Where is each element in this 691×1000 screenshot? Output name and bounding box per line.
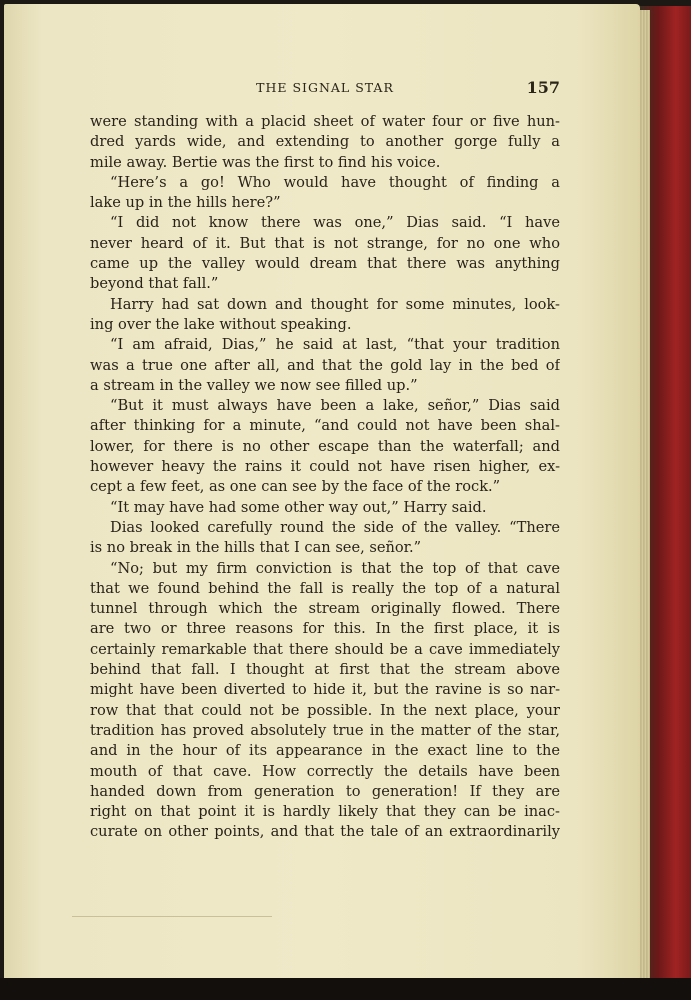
text-line: cept a few feet, as one can see by the face of the rock.” [90,478,501,496]
page-bottom-rule [72,916,272,917]
text-line: mile away. Bertie was the first to find his voice. [90,153,441,171]
body-text [90,112,560,843]
text-line: were standing with a placid sheet of water four or five hun- [90,113,560,130]
text-line: row that that could not be possible. In the next place, your [90,701,560,719]
text-line: handed down from generation to generation! If they are [90,782,560,800]
text-line: Dias looked carefully round the side of the valley. “There [110,518,560,536]
text-line: tradition has proved absolutely true in the matter of the star, [90,721,560,739]
text-line: and in the hour of its appearance in the exact line to the [90,742,560,760]
page-number: 157 [526,78,560,97]
text-line: tunnel through which the stream originally flowed. There [90,600,560,618]
text-line: never heard of it. But that is not strange, for no one who [90,234,560,252]
text-line: “But it must always have been a lake, señor,” Dias said [110,397,560,415]
text-line: curate on other points, and that the tale of an extraordinarily [90,823,560,841]
text-line: lower, for there is no other escape than the waterfall; and [90,437,560,455]
text-line: “Here’s a go! Who would have thought of finding a [110,173,560,191]
text-line: is no break in the hills that I can see, señor.” [90,539,422,557]
text-line: came up the valley would dream that there was anything [90,255,560,273]
bottom-shadow [0,978,691,1000]
text-line: right on that point it is hardly likely that they can be inac- [90,803,560,821]
text-line: that we found behind the fall is really the top of a natural [90,579,560,597]
text-line: “No; but my firm conviction is that the top of that cave [110,559,560,577]
text-line: are two or three reasons for this. In the first place, it is [90,620,560,638]
text-line: ing over the lake without speaking. [90,315,352,333]
text-line: mouth of that cave. How correctly the details have been [90,762,560,780]
text-line: beyond that fall.” [90,275,219,293]
text-line: dred yards wide, and extending to another gorge fully a [90,133,560,151]
text-line: lake up in the hills here?” [90,194,281,212]
text-line: might have been diverted to hide it, but the ravine is so nar- [90,681,560,699]
text-line: however heavy the rains it could not have risen higher, ex- [90,458,560,476]
text-line: Harry had sat down and thought for some minutes, look- [110,295,560,313]
text-line: “I did not know there was one,” Dias said. “I have [110,214,560,232]
text-line: “It may have had some other way out,” Harry said. [110,498,487,516]
text-line: “I am afraid, Dias,” he said at last, “that your tradition [110,336,560,354]
running-head-title: THE SIGNAL STAR [256,80,394,95]
text-line: after thinking for a minute, “and could not have been shal- [90,417,560,435]
text-line: a stream in the valley we now see filled up.” [90,376,418,394]
running-head [90,78,560,100]
text-line: was a true one after all, and that the gold lay in the bed of [90,356,560,374]
text-line: behind that fall. I thought at first that the stream above [90,661,560,679]
text-line: certainly remarkable that there should be a cave immediately [90,640,560,658]
